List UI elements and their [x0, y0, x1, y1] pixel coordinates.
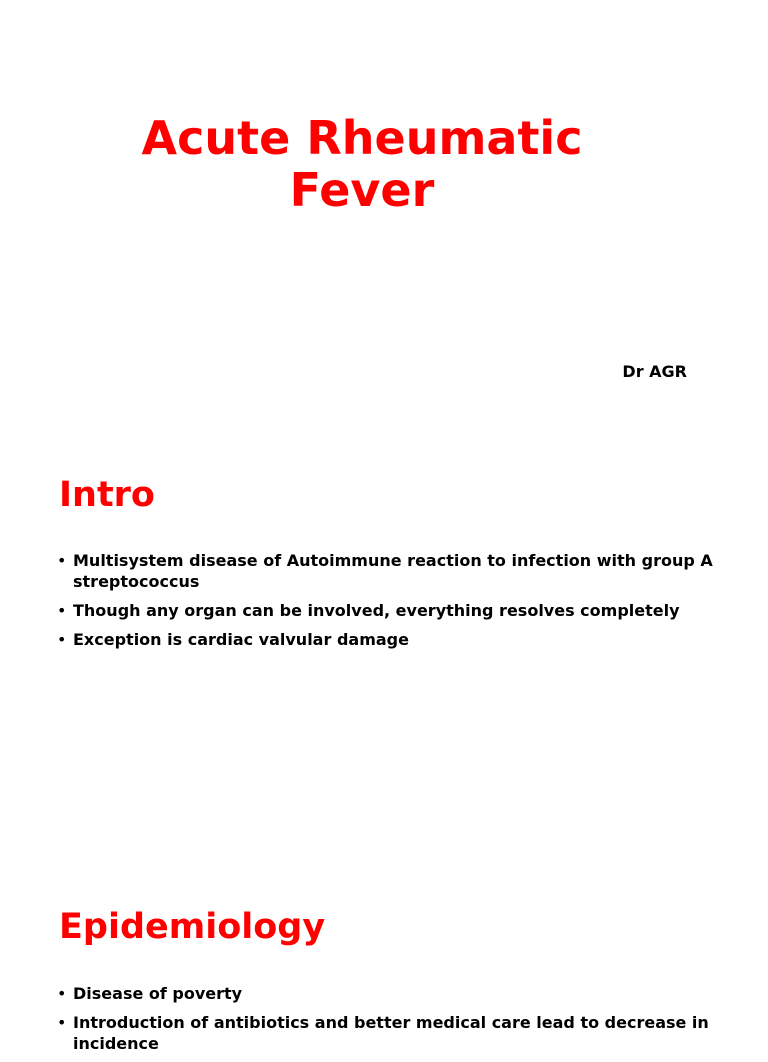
bullet-icon: •: [57, 551, 67, 570]
title-line-1: Acute Rheumatic: [141, 111, 583, 165]
slide-heading: Intro: [59, 475, 155, 515]
presentation-title: [0, 112, 724, 216]
title-line-2: Fever: [289, 163, 435, 217]
bullet-item: [57, 983, 757, 1004]
bullet-icon: •: [57, 630, 67, 649]
bullet-item: [57, 1012, 757, 1054]
bullet-item: [57, 550, 717, 592]
bullet-text: Though any organ can be involved, everything resolves completely: [73, 601, 680, 620]
author-name: Dr AGR: [622, 362, 687, 381]
bullet-icon: •: [57, 984, 67, 1003]
bullet-list: [57, 550, 717, 658]
slide-heading: Epidemiology: [59, 907, 326, 947]
bullet-text: Disease of poverty: [73, 984, 243, 1003]
bullet-icon: •: [57, 1013, 67, 1032]
bullet-text: Introduction of antibiotics and better medical care lead to decrease in incidence: [73, 1013, 709, 1053]
title-slide: [0, 0, 768, 432]
intro-slide: [0, 432, 768, 864]
bullet-text: Multisystem disease of Autoimmune reaction to infection with group A streptococcus: [73, 551, 713, 591]
bullet-list: [57, 983, 757, 1062]
bullet-icon: •: [57, 601, 67, 620]
bullet-text: Exception is cardiac valvular damage: [73, 630, 409, 649]
bullet-item: [57, 600, 717, 621]
epidemiology-slide: [0, 864, 768, 1053]
bullet-item: [57, 629, 717, 650]
